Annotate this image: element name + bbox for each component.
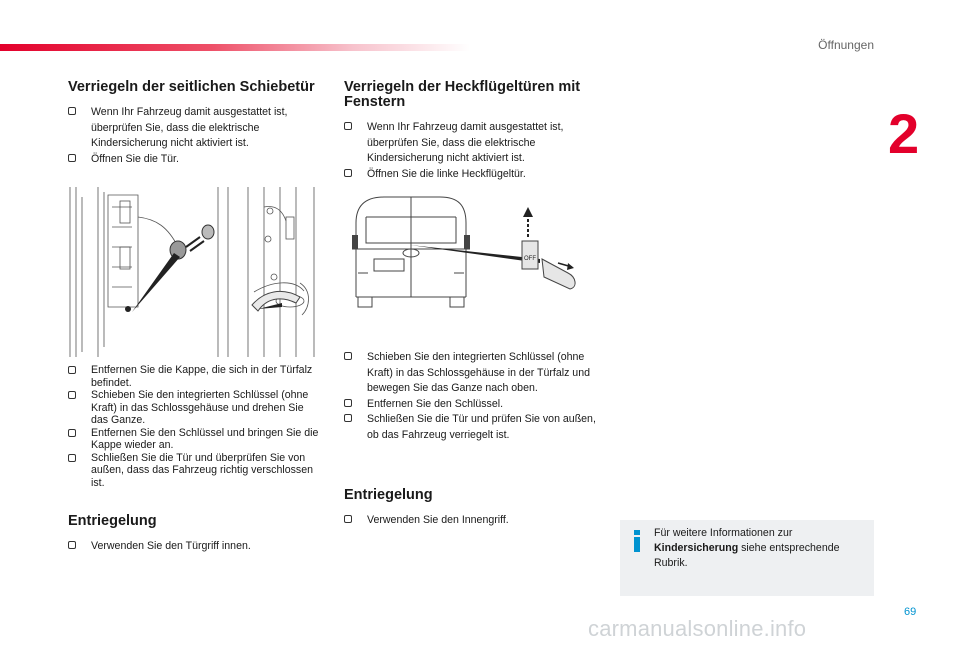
- list-item: Entfernen Sie die Kappe, die sich in der Türfalz befindet.: [68, 364, 322, 389]
- unlock-list-sliding-door: [68, 539, 322, 555]
- rear-door-lock-illustration: [344, 193, 600, 313]
- checkbox-bullet-icon: [344, 352, 352, 360]
- list-item: Verwenden Sie den Innengriff.: [344, 513, 600, 529]
- page-number: 69: [904, 606, 917, 618]
- section-unlock-sliding-door: [68, 514, 322, 555]
- list-item: Wenn Ihr Fahrzeug damit ausgestattet ist, überprüfen Sie, dass die elektrische Kindersicherung nicht aktiviert ist.: [68, 105, 322, 152]
- section-title-unlock-rear-doors: Entriegelung: [344, 487, 433, 503]
- steps-sliding-door: [68, 364, 322, 489]
- steps-list-rear-doors: [344, 350, 600, 443]
- checkbox-bullet-icon: [344, 399, 352, 407]
- list-item: Schieben Sie den integrierten Schlüssel (ohne Kraft) in das Schlossgehäuse in der Türfalz und bewegen Sie das Ganze nach oben.: [344, 350, 600, 397]
- list-item: Verwenden Sie den Türgriff innen.: [68, 539, 322, 555]
- chapter-number: 2: [888, 102, 920, 165]
- steps-list-sliding-door: [68, 364, 322, 489]
- checkbox-bullet-icon: [344, 414, 352, 422]
- intro-list-rear-doors: [344, 120, 600, 182]
- checkbox-bullet-icon: [344, 515, 352, 523]
- steps-rear-doors: [344, 350, 600, 443]
- section-unlock-rear-doors: [344, 488, 600, 529]
- sliding-door-lock-illustration: [68, 187, 322, 357]
- list-item: Entfernen Sie den Schlüssel und bringen Sie die Kappe wieder an.: [68, 427, 322, 452]
- info-text: Für weitere Informationen zur Kindersicherung siehe entsprechende Rubrik.: [654, 527, 840, 569]
- checkbox-bullet-icon: [68, 107, 76, 115]
- info-box: [620, 520, 874, 596]
- section-title-sliding-door: Verriegeln der seitlichen Schiebetür: [68, 79, 315, 95]
- section-title-rear-doors: Verriegeln der Heckflügeltüren mit Fenstern: [344, 79, 581, 110]
- checkbox-bullet-icon: [68, 154, 76, 162]
- off-label: OFF: [524, 256, 536, 262]
- list-item: Schließen Sie die Tür und prüfen Sie von außen, ob das Fahrzeug verriegelt ist.: [344, 412, 600, 443]
- unlock-list-rear-doors: [344, 513, 600, 529]
- section-sliding-door: [68, 80, 322, 167]
- checkbox-bullet-icon: [68, 429, 76, 437]
- checkbox-bullet-icon: [68, 541, 76, 549]
- list-item: Schließen Sie die Tür und überprüfen Sie von außen, dass das Fahrzeug richtig verschlossen ist.: [68, 452, 322, 490]
- checkbox-bullet-icon: [68, 454, 76, 462]
- list-item: Öffnen Sie die Tür.: [68, 152, 322, 168]
- list-item: Wenn Ihr Fahrzeug damit ausgestattet ist, überprüfen Sie, dass die elektrische Kindersicherung nicht aktiviert ist.: [344, 120, 600, 167]
- watermark: carmanualsonline.info: [588, 616, 807, 641]
- list-item: Öffnen Sie die linke Heckflügeltür.: [344, 167, 600, 183]
- section-rear-doors: [344, 80, 600, 182]
- checkbox-bullet-icon: [68, 391, 76, 399]
- chapter-title: Öffnungen: [818, 38, 874, 52]
- section-title-unlock-sliding-door: Entriegelung: [68, 513, 157, 529]
- list-item: Schieben Sie den integrierten Schlüssel (ohne Kraft) in das Schlossgehäuse und drehen Sie das Ganze.: [68, 389, 322, 427]
- header-accent-bar: [0, 44, 470, 51]
- info-i-icon: [632, 530, 642, 552]
- checkbox-bullet-icon: [344, 122, 352, 130]
- list-item: Entfernen Sie den Schlüssel.: [344, 397, 600, 413]
- checkbox-bullet-icon: [344, 169, 352, 177]
- info-keyword: Kindersicherung: [654, 542, 739, 554]
- checkbox-bullet-icon: [68, 366, 76, 374]
- intro-list-sliding-door: [68, 105, 322, 167]
